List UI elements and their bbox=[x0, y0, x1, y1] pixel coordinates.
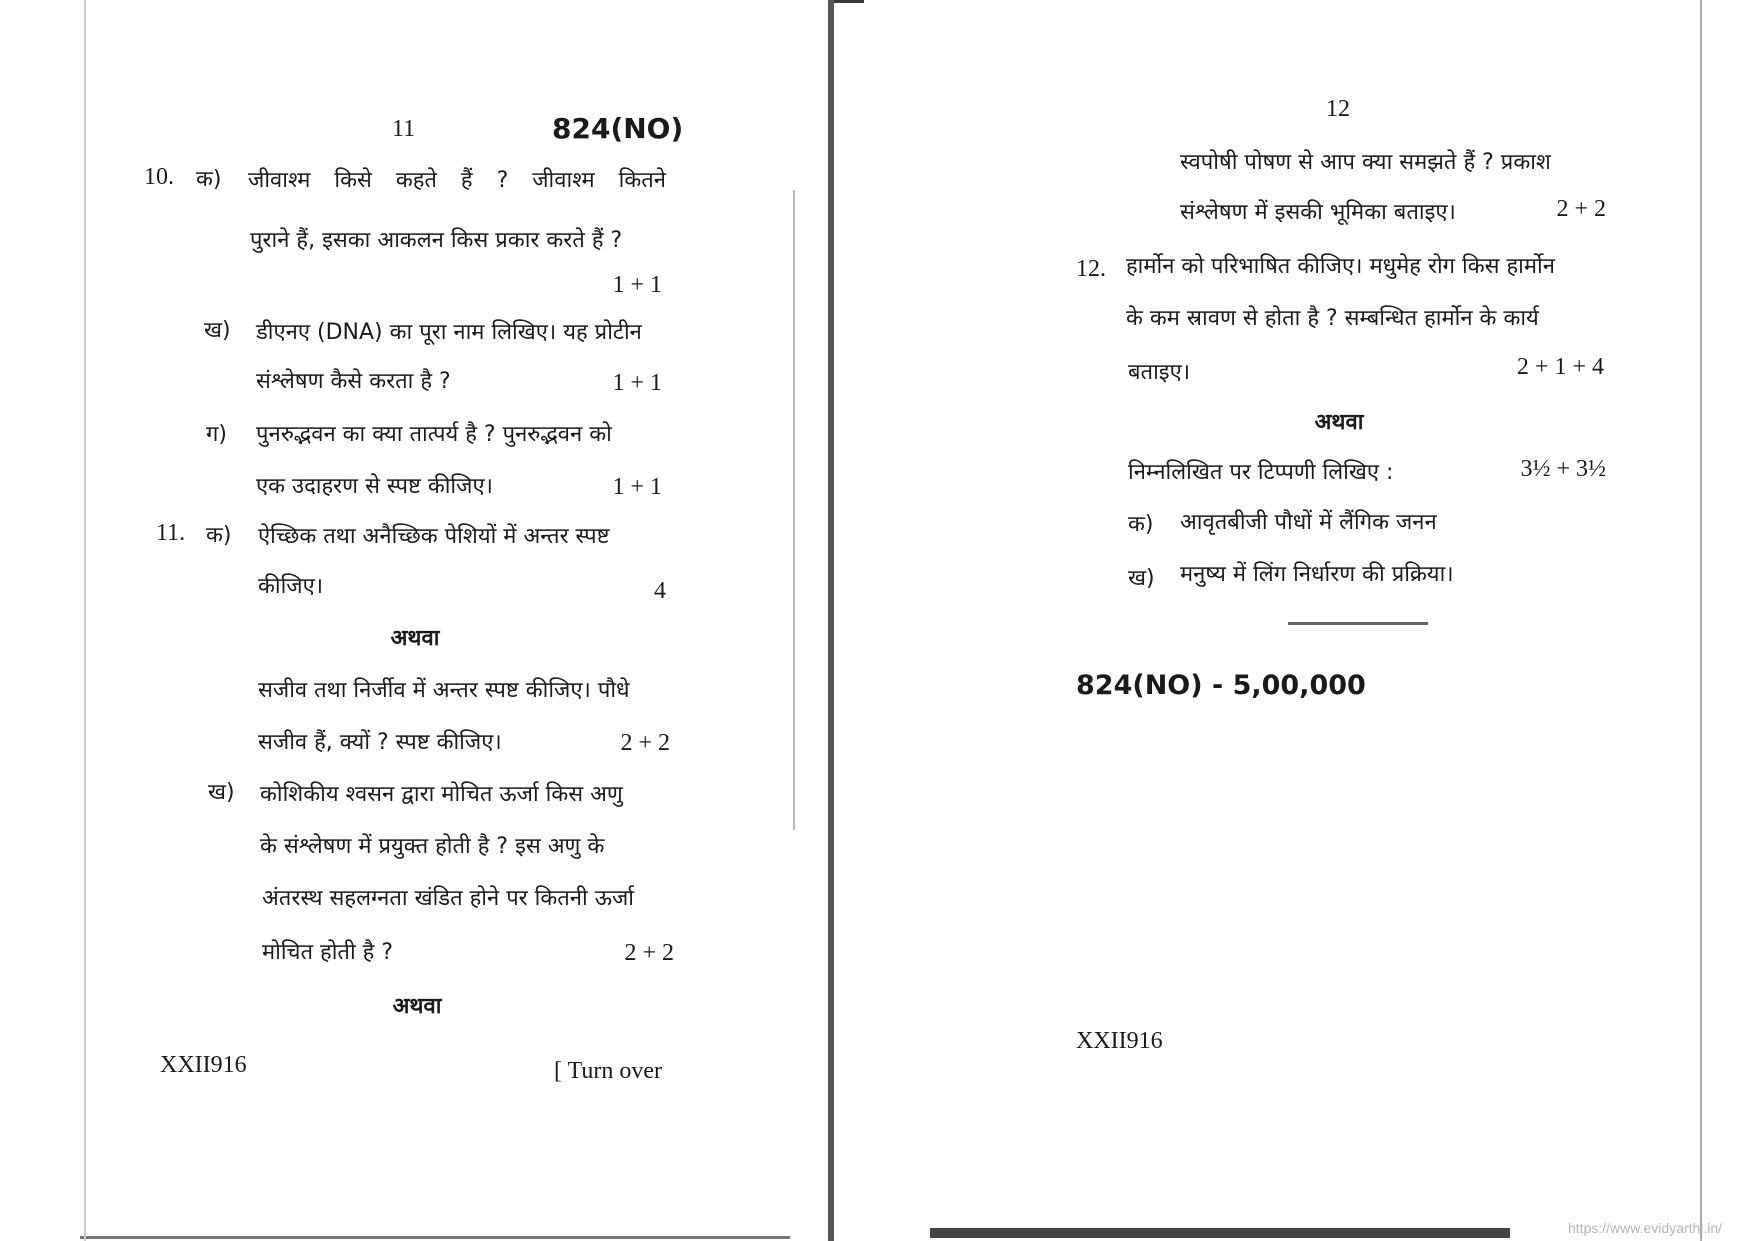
q12-or: अथवा bbox=[1314, 410, 1364, 435]
scan-right-edge bbox=[1700, 0, 1702, 1241]
note-marks: 3½ + 3½ bbox=[1520, 456, 1606, 482]
watermark: https://www.evidyarthi.in/ bbox=[1568, 1220, 1723, 1236]
q11b-line1: कोशिकीय श्वसन द्वारा मोचित ऊर्जा किस अणु bbox=[260, 782, 623, 807]
q12-number: 12. bbox=[1076, 256, 1106, 282]
q11-or-2: अथवा bbox=[392, 994, 442, 1019]
q12a-text: आवृतबीजी पौधों में लैंगिक जनन bbox=[1180, 510, 1437, 535]
cont-line2: संश्लेषण में इसकी भूमिका बताइए। bbox=[1180, 200, 1456, 225]
q12b-text: मनुष्य में लिंग निर्धारण की प्रक्रिया। bbox=[1180, 562, 1454, 587]
cont-marks: 2 + 2 bbox=[1556, 196, 1606, 222]
scan-bottom-edge-right bbox=[930, 1228, 1510, 1238]
q10a-line2: पुराने हैं, इसका आकलन किस प्रकार करते हैं ? bbox=[250, 228, 623, 253]
q11a-marks: 4 bbox=[654, 578, 666, 604]
q11b-label: ख) bbox=[208, 780, 235, 805]
end-rule bbox=[1288, 622, 1428, 625]
scan-margin-line bbox=[793, 190, 795, 830]
q12-line2: के कम स्रावण से होता है ? सम्बन्धित हार्मोन के कार्य bbox=[1126, 306, 1539, 331]
q11b-line4: मोचित होती है ? bbox=[262, 940, 394, 965]
scan-top-edge bbox=[834, 0, 864, 3]
q10a-marks: 1 + 1 bbox=[612, 272, 662, 298]
q10c-line1: पुनरुद्भवन का क्या तात्पर्य है ? पुनरुद्भवन को bbox=[256, 422, 612, 447]
note-intro: निम्नलिखित पर टिप्पणी लिखिए : bbox=[1128, 460, 1394, 485]
print-line: 824(NO) - 5,00,000 bbox=[1076, 670, 1366, 701]
q11b-marks: 2 + 2 bbox=[624, 940, 674, 966]
q11-alt-marks: 2 + 2 bbox=[620, 730, 670, 756]
q10b-line1: डीएनए (DNA) का पूरा नाम लिखिए। यह प्रोटीन bbox=[256, 320, 642, 345]
q10c-line2: एक उदाहरण से स्पष्ट कीजिए। bbox=[256, 474, 493, 499]
q11-alt-line2: सजीव हैं, क्यों ? स्पष्ट कीजिए। bbox=[258, 730, 502, 755]
q12-line1: हार्मोन को परिभाषित कीजिए। मधुमेह रोग किस हार्मोन bbox=[1126, 254, 1555, 279]
left-page-number: 11 bbox=[392, 116, 416, 142]
q12a-label: क) bbox=[1128, 512, 1154, 537]
q11b-line3: अंतरस्थ सहलग्नता खंडित होने पर कितनी ऊर्जा bbox=[262, 886, 635, 911]
right-footer-code: XXII916 bbox=[1076, 1028, 1163, 1054]
scan-fold-shadow bbox=[828, 0, 834, 1241]
q11-number: 11. bbox=[156, 520, 186, 546]
scan-left-edge bbox=[84, 0, 86, 1241]
q10a-label: क) bbox=[196, 167, 222, 192]
q11-alt-line1: सजीव तथा निर्जीव में अन्तर स्पष्ट कीजिए। पौधे bbox=[258, 678, 630, 703]
left-footer-code: XXII916 bbox=[160, 1052, 247, 1078]
q10c-marks: 1 + 1 bbox=[612, 474, 662, 500]
q12b-label: ख) bbox=[1128, 566, 1155, 591]
q10c-label: ग) bbox=[206, 422, 227, 447]
q10a-line1: जीवाश्म किसे कहते हैं ? जीवाश्म कितने bbox=[248, 168, 666, 193]
q11-or-1: अथवा bbox=[390, 626, 440, 651]
q12-line3: बताइए। bbox=[1128, 360, 1191, 385]
q12-marks: 2 + 1 + 4 bbox=[1516, 354, 1604, 380]
q11a-line1: ऐच्छिक तथा अनैच्छिक पेशियों में अन्तर स्पष्ट bbox=[258, 524, 610, 549]
scan-bottom-edge-left bbox=[80, 1236, 790, 1239]
q10b-marks: 1 + 1 bbox=[612, 370, 662, 396]
right-page-number: 12 bbox=[1326, 96, 1350, 122]
q10-number: 10. bbox=[144, 164, 174, 190]
q10b-line2: संश्लेषण कैसे करता है ? bbox=[256, 369, 451, 394]
q10b-label: ख) bbox=[204, 318, 231, 343]
left-paper-code: 824(NO) bbox=[552, 112, 684, 145]
cont-line1: स्वपोषी पोषण से आप क्या समझते हैं ? प्रकाश bbox=[1180, 150, 1551, 175]
q11b-line2: के संश्लेषण में प्रयुक्त होती है ? इस अणु के bbox=[260, 834, 605, 859]
turn-over: [ Turn over bbox=[554, 1058, 663, 1084]
q11a-line2: कीजिए। bbox=[258, 574, 324, 599]
q11a-label: क) bbox=[206, 523, 232, 548]
